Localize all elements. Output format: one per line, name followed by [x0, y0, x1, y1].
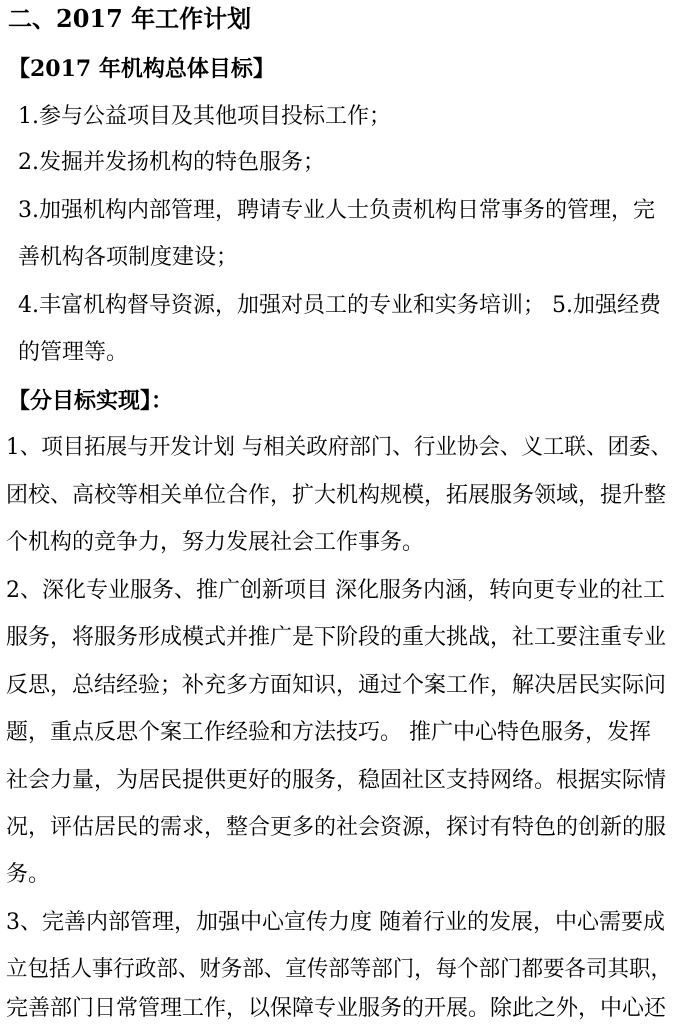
paragraph-2-line: 社会力量，为居民提供更好的服务，稳固社区支持网络。根据实际情: [6, 768, 667, 793]
paragraph-1-line: 个机构的竞争力，努力发展社会工作事务。: [6, 530, 425, 555]
goal-item-2: 2.发掘并发扬机构的特色服务；: [18, 150, 325, 175]
goal-item-4-line-2: 的管理等。: [18, 340, 129, 365]
goal-item-3-line-2: 善机构各项制度建设；: [18, 245, 239, 270]
paragraph-2-line: 务。: [6, 862, 51, 887]
goal-item-3-line-1: 3.加强机构内部管理，聘请专业人士负责机构日常事务的管理，完: [18, 198, 655, 223]
paragraph-3-line: 3、完善内部管理，加强中心宣传力度 随着行业的发展，中心需要成: [6, 910, 665, 935]
goal-item-1: 1.参与公益项目及其他项目投标工作；: [18, 104, 391, 129]
paragraph-2-line: 题，重点反思个案工作经验和方法技巧。 推广中心特色服务，发挥: [6, 720, 651, 745]
paragraph-2-line: 2、深化专业服务、推广创新项目 深化服务内涵，转向更专业的社工: [6, 578, 665, 603]
paragraph-2-line: 反思，总结经验；补充多方面知识，通过个案工作，解决居民实际问: [6, 673, 667, 698]
overall-goal-heading: 【2017 年机构总体目标】: [8, 56, 275, 82]
goal-item-4-line-1: 4.丰富机构督导资源，加强对员工的专业和实务培训； 5.加强经费: [18, 293, 661, 318]
paragraph-2-line: 服务，将服务形成模式并推广是下阶段的重大挑战，社工要注重专业: [6, 625, 667, 650]
paragraph-1-line: 团校、高校等相关单位合作，扩大机构规模，拓展服务领域，提升整: [6, 483, 667, 508]
paragraph-2-line: 况，评估居民的需求，整合更多的社会资源，探讨有特色的创新的服: [6, 815, 667, 840]
section-title: 二、2017 年工作计划: [8, 4, 252, 33]
sub-goals-heading: 【分目标实现】：: [8, 388, 174, 414]
paragraph-3-line: 立包括人事行政部、财务部、宣传部等部门，每个部门都要各司其职，: [6, 957, 672, 982]
paragraph-3-line: 完善部门日常管理工作，以保障专业服务的开展。除此之外，中心还: [6, 996, 667, 1021]
paragraph-1-line: 1、项目拓展与开发计划 与相关政府部门、行业协会、义工联、团委、: [6, 435, 673, 460]
